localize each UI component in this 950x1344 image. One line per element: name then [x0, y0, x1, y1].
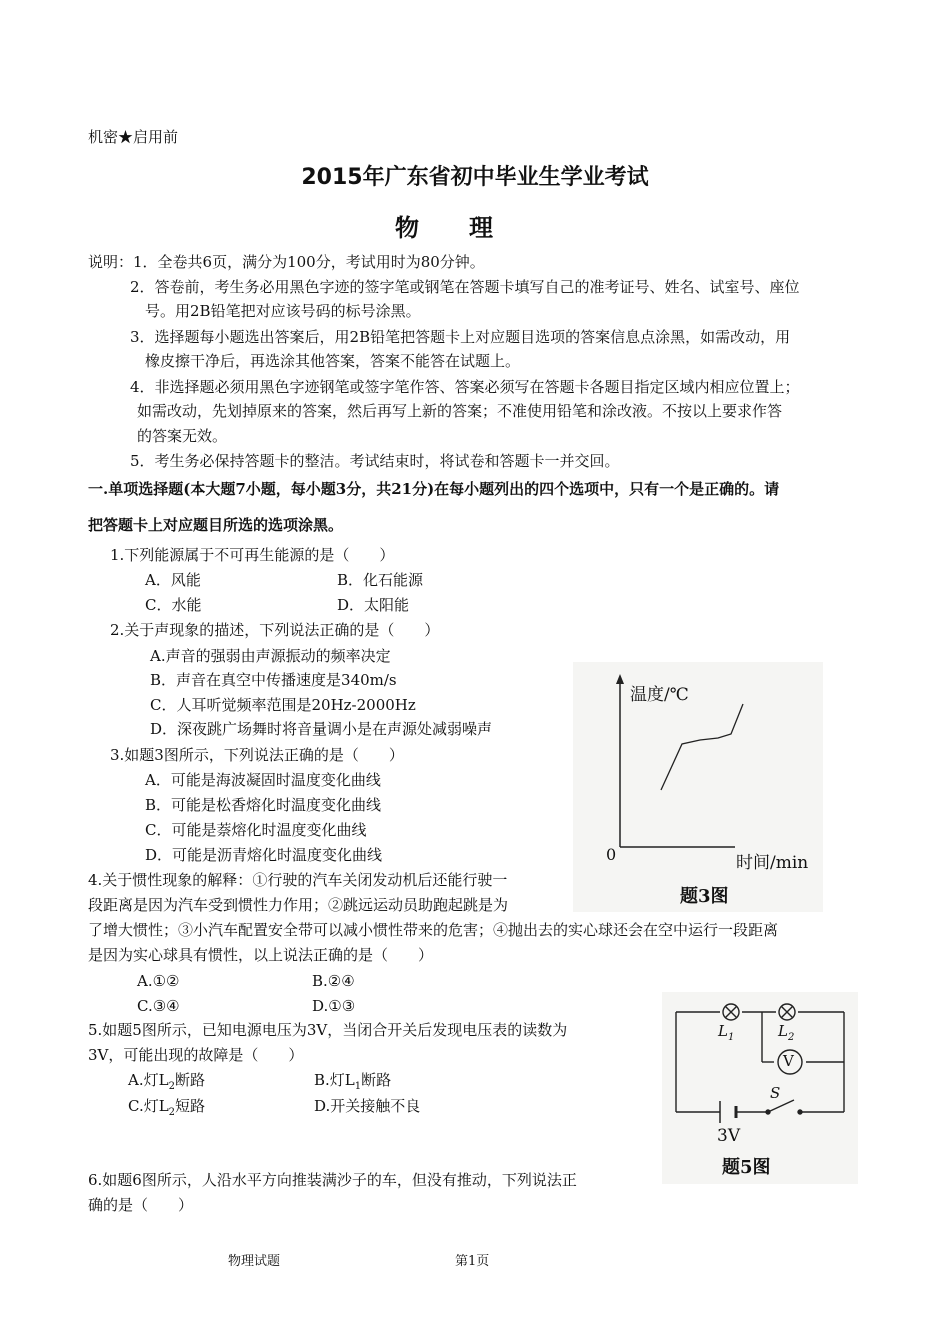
origin-label: 0	[606, 845, 617, 864]
option-c: C.灯$L_2$短路	[128, 1097, 206, 1118]
option-b: B.②④	[312, 972, 355, 990]
instruction-line: 的答案无效。	[137, 427, 228, 445]
question-stem: 1.下列能源属于不可再生能源的是（ ）	[110, 546, 395, 564]
option-d: D．可能是沥青熔化时温度变化曲线	[145, 846, 383, 864]
figure-caption: 题5图	[722, 1157, 771, 1178]
question-stem: 3V，可能出现的故障是（ ）	[88, 1046, 304, 1064]
option-c: C．可能是萘熔化时温度变化曲线	[145, 821, 367, 839]
question-stem: 4.关于惯性现象的解释：①行驶的汽车关闭发动机后还能行驶一	[88, 871, 508, 889]
instruction-line: 说明：1．全卷共6页，满分为100分，考试用时为80分钟。	[88, 253, 485, 271]
option-d: D.①③	[312, 997, 356, 1015]
y-axis-label: 温度/℃	[630, 685, 689, 705]
option-c: C．人耳听觉频率范围是20Hz-2000Hz	[150, 696, 416, 714]
option-b: B．声音在真空中传播速度是340m/s	[150, 671, 397, 689]
instruction-line: 4．非选择题必须用黑色字迹钢笔或签字笔作答、答案必须写在答题卡各题目指定区域内相应位置上；	[130, 378, 800, 396]
figure-3	[573, 662, 823, 912]
instruction-line: 橡皮擦干净后，再选涂其他答案，答案不能答在试题上。	[145, 352, 521, 370]
page-number: 第1页	[455, 1254, 490, 1269]
instruction-line: 2．答卷前，考生务必用黑色字迹的签字笔或钢笔在答题卡填写自己的准考证号、姓名、试室号、座位	[130, 278, 800, 296]
footer-subject: 物理试题	[228, 1254, 281, 1269]
switch-label: S	[770, 1084, 781, 1102]
exam-title: 2015年广东省初中毕业生学业考试	[301, 165, 649, 190]
option-d: D．太阳能	[337, 596, 410, 614]
lamp-l2-label: $L_2$	[778, 1022, 795, 1043]
instruction-line: 如需改动，先划掉原来的答案，然后再写上新的答案；不准使用铅笔和涂改液。不按以上要求作答	[137, 402, 783, 420]
option-d: D．深夜跳广场舞时将音量调小是在声源处减弱噪声	[150, 720, 493, 738]
option-a: A.灯$L_2$断路	[128, 1071, 205, 1092]
option-b: B．可能是松香熔化时温度变化曲线	[145, 796, 382, 814]
temperature-graph	[573, 662, 823, 912]
option-a: A．可能是海波凝固时温度变化曲线	[145, 771, 381, 789]
instruction-line: 号。用2B铅笔把对应该号码的标号涂黑。	[145, 302, 421, 320]
option-c: C.③④	[137, 997, 180, 1015]
option-a: A．风能	[145, 571, 201, 589]
lamp-l1-label: $L_1$	[718, 1022, 735, 1043]
instruction-line: 5．考生务必保持答题卡的整洁。考试结束时，将试卷和答题卡一并交回。	[130, 452, 620, 470]
confidential-label: 机密★启用前	[88, 128, 179, 146]
question-stem: 是因为实心球具有惯性，以上说法正确的是（ ）	[88, 946, 434, 964]
instruction-line: 3．选择题每小题选出答案后，用2B铅笔把答题卡上对应题目选项的答案信息点涂黑，如需改动，用	[130, 328, 791, 346]
figure-caption: 题3图	[680, 886, 729, 907]
question-stem: 3.如题3图所示，下列说法正确的是（ ）	[110, 746, 404, 764]
option-d: D.开关接触不良	[314, 1097, 421, 1115]
battery-voltage-label: 3V	[717, 1126, 741, 1146]
question-stem: 6.如题6图所示，人沿水平方向推装满沙子的车，但没有推动，下列说法正	[88, 1171, 577, 1189]
subject-title: 物理	[395, 214, 543, 242]
option-b: B．化石能源	[337, 571, 424, 589]
section-heading: 一.单项选择题(本大题7小题，每小题3分，共21分)在每小题列出的四个选项中，只有一个是正确的。请	[88, 480, 780, 498]
question-stem: 5.如题5图所示，已知电源电压为3V，当闭合开关后发现电压表的读数为	[88, 1021, 568, 1039]
option-b: B.灯$L_1$断路	[314, 1071, 392, 1092]
option-a: A.声音的强弱由声源振动的频率决定	[150, 647, 391, 665]
question-stem: 了增大惯性；③小汽车配置安全带可以减小惯性带来的危害；④抛出去的实心球还会在空中运行一段距离	[88, 921, 779, 939]
question-stem: 2.关于声现象的描述，下列说法正确的是（ ）	[110, 621, 440, 639]
x-axis-label: 时间/min	[736, 853, 809, 873]
option-c: C．水能	[145, 596, 202, 614]
option-a: A.①②	[137, 972, 180, 990]
figure-5	[662, 992, 858, 1184]
voltmeter-label: V	[783, 1052, 794, 1070]
question-stem: 段距离是因为汽车受到惯性力作用；②跳远运动员助跑起跳是为	[88, 896, 509, 914]
question-stem: 确的是（ ）	[88, 1196, 194, 1214]
section-heading: 把答题卡上对应题目所选的选项涂黑。	[88, 516, 344, 534]
